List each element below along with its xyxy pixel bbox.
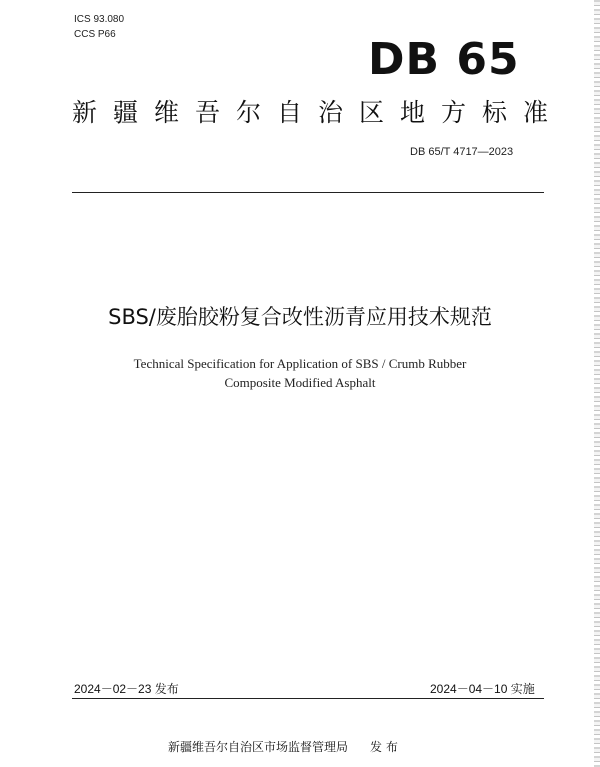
standard-type-title: 新疆维吾尔自治区地方标准 [72,98,565,127]
document-title-en-line2: Composite Modified Asphalt [224,375,376,390]
ccs-code: CCS P66 [74,29,116,40]
issuer-line [168,738,398,755]
document-title-zh: SBS/废胎胶粉复合改性沥青应用技术规范 [108,305,492,329]
issuer-name: 新疆维吾尔自治区市场监督管理局 [168,740,349,754]
document-title-en [0,354,600,392]
db-logo: DB 65 [368,34,520,85]
classification-codes [74,12,124,42]
ics-code: ICS 93.080 [74,14,125,25]
scan-edge-artifact [594,0,600,767]
header-divider [72,192,544,193]
footer-divider [72,698,544,699]
document-title-en-line1: Technical Specification for Application of SBS / Crumb Rubber [133,356,467,371]
issue-date: 2024－02－23 发布 [74,682,179,696]
issuer-action: 发 布 [370,740,398,754]
implement-date: 2024－04－10 实施 [430,682,535,696]
standard-number: DB 65/T 4717—2023 [410,146,514,158]
